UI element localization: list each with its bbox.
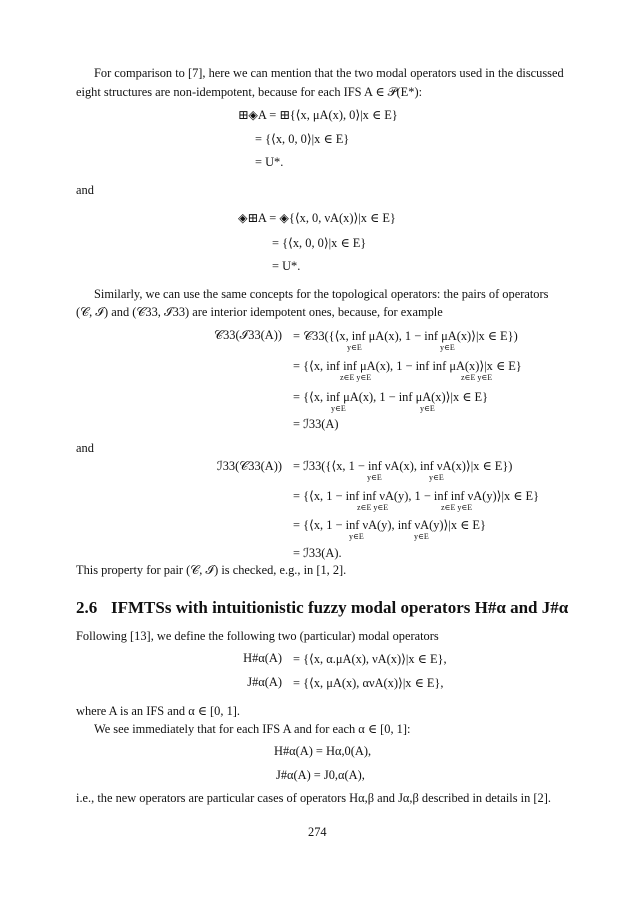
equation-1-line-3: = U*. [255,155,284,169]
para7: i.e., the new operators are particular cases of operators Hα,β and Jα,β described in details in [2]. [76,791,551,805]
equation-4-subscript-1a: y∈E [367,473,382,482]
equation-6-line-2: J#α(A) = J0,α(A), [276,768,365,782]
section-number: 2.6 [76,598,98,617]
equation-6-line-1: H#α(A) = Hα,0(A), [274,744,372,758]
page-number: 274 [308,825,327,839]
intro-line-2: eight structures are non-idempotent, because for each IFS A ∈ 𝒫(E*): [76,85,423,99]
equation-4-subscript-2b: z∈E y∈E [441,503,473,512]
equation-2-line-2: = {⟨x, 0, 0⟩|x ∈ E} [272,236,367,250]
equation-3-lhs: 𝒞33(ℐ33(A)) [214,328,282,342]
equation-4-row-2: = {⟨x, 1 − inf inf νA(y), 1 − inf inf νA(y)⟩|x ∈ E} [293,489,540,503]
equation-3-subscript-2b: z∈E y∈E [461,373,493,382]
equation-5-rhs-2: = {⟨x, μA(x), ανA(x)⟩|x ∈ E}, [293,676,444,690]
equation-3-row-2: = {⟨x, inf inf μA(x), 1 − inf inf μA(x)⟩|x ∈ E} [293,359,522,373]
intro-line-1: For comparison to [7], here we can mention that the two modal operators used in the discussed [94,66,564,80]
equation-2-line-3: = U*. [272,259,301,273]
equation-3-subscript-3b: y∈E [420,404,435,413]
equation-3-row-4: = ℐ33(A) [293,417,339,431]
equation-1-line-1: ⊞◈A = ⊞{⟨x, μA(x), 0⟩|x ∈ E} [238,108,398,122]
and-connector-2: and [76,441,94,455]
equation-3-row-1: = 𝒞33({⟨x, inf μA(x), 1 − inf μA(x)⟩|x ∈ E}) [293,329,518,343]
equation-4-subscript-2a: z∈E y∈E [357,503,389,512]
equation-5-lhs-2: J#α(A) [247,675,282,689]
equation-4-lhs: ℐ33(𝒞33(A)) [216,459,282,473]
section-title: IFMTSs with intuitionistic fuzzy modal operators H#α and J#α [111,598,569,617]
para2-line-1: Similarly, we can use the same concepts for the topological operators: the pairs of operators [94,287,549,301]
para2-line-2: (𝒞, ℐ) and (𝒞33, ℐ33) are interior idempotent ones, because, for example [76,305,443,319]
para3: This property for pair (𝒞, ℐ) is checked, e.g., in [1, 2]. [76,563,347,577]
equation-3-subscript-2a: z∈E y∈E [340,373,372,382]
equation-3-subscript-1b: y∈E [440,343,455,352]
equation-5-rhs-1: = {⟨x, α.μA(x), νA(x)⟩|x ∈ E}, [293,652,447,666]
equation-4-subscript-1b: y∈E [429,473,444,482]
equation-5-lhs-1: H#α(A) [243,651,282,665]
equation-4-subscript-3b: y∈E [414,532,429,541]
and-connector-1: and [76,183,94,197]
equation-3-subscript-1a: y∈E [347,343,362,352]
equation-4-row-1: = ℐ33({⟨x, 1 − inf νA(x), inf νA(x)⟩|x ∈ E}) [293,459,513,473]
equation-2-line-1: ◈⊞A = ◈{⟨x, 0, νA(x)⟩|x ∈ E} [238,211,396,225]
equation-3-subscript-3a: y∈E [331,404,346,413]
equation-4-row-3: = {⟨x, 1 − inf νA(y), inf νA(y)⟩|x ∈ E} [293,518,486,532]
para5: where A is an IFS and α ∈ [0, 1]. [76,704,240,718]
equation-4-row-4: = ℐ33(A). [293,546,342,560]
equation-4-subscript-3a: y∈E [349,532,364,541]
equation-3-row-3: = {⟨x, inf μA(x), 1 − inf μA(x)⟩|x ∈ E} [293,390,489,404]
para6: We see immediately that for each IFS A and for each α ∈ [0, 1]: [94,722,411,736]
equation-1-line-2: = {⟨x, 0, 0⟩|x ∈ E} [255,132,350,146]
para4: Following [13], we define the following two (particular) modal operators [76,629,439,643]
